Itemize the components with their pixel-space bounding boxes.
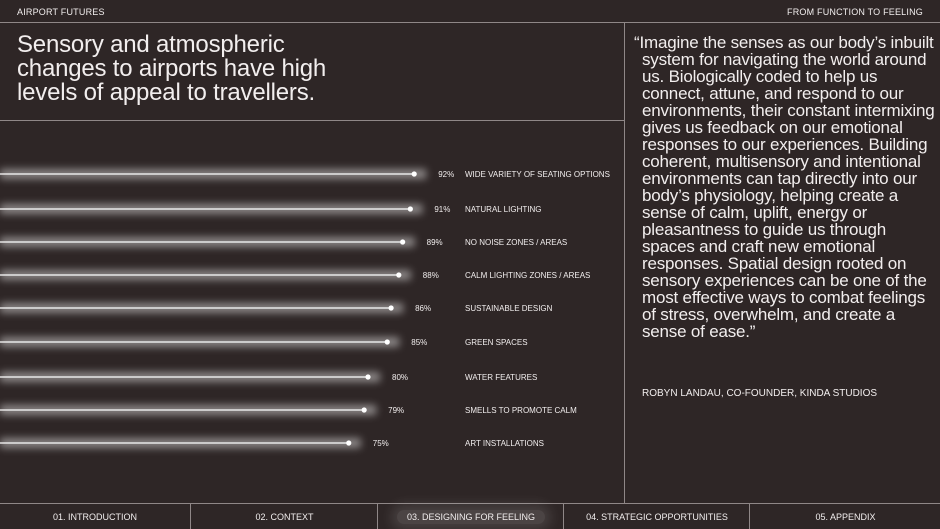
appeal-bar-chart [0,150,624,460]
bar-category-label: WIDE VARIETY OF SEATING OPTIONS [465,170,610,179]
horizontal-divider [0,120,624,121]
quote-text: “Imagine the senses as our body’s inbuilt system for navigating the world around us. Biologically coded to help us connect, attune, and respond to our environments, their constant intermixing gives us feedback on our emotional responses to our experiences. Building coherent, multisensory and intentional environments can tap directly into our body’s physiology, helping create a sense of calm, uplift, energy or pleasantness to guide us through spaces and craft new emotional responses. Spatial design rooted on sensory experiences can be one of the most effective ways to combat feelings of stress, overwhelm, and create a sense of ease.” [634,33,935,341]
bar-category-label: SMELLS TO PROMOTE CALM [465,406,577,415]
nav-item-2[interactable] [190,504,378,529]
nav-item-label: 05. APPENDIX [815,511,876,522]
bar-value-label: 92% [438,170,455,179]
nav-item-label: 02. CONTEXT [255,511,314,522]
nav-item-5[interactable] [749,504,940,529]
bar-category-label: NO NOISE ZONES / AREAS [465,238,568,247]
nav-item-4[interactable] [563,504,750,529]
bar-end-dot [385,339,390,344]
bar-value-label: 91% [434,205,451,214]
section-navigation [0,503,940,529]
bar-category-label: NATURAL LIGHTING [465,205,542,214]
quote-attribution: ROBYN LANDAU, CO-FOUNDER, KINDA STUDIOS [642,388,878,399]
brand-label: AIRPORT FUTURES [17,7,105,17]
page-headline: Sensory and atmospheric changes to airports have high levels of appeal to travellers. [17,31,327,106]
bar-value-label: 85% [411,338,428,347]
bar-end-dot [365,374,370,379]
nav-item-label: 04. STRATEGIC OPPORTUNITIES [586,511,728,522]
bar-category-label: SUSTAINABLE DESIGN [465,304,553,313]
bar-value-label: 88% [422,271,439,280]
bar-end-dot [389,305,394,310]
bar-end-dot [396,272,401,277]
bar-end-dot [346,440,351,445]
top-bar [0,0,940,23]
bar-value-label: 89% [426,238,443,247]
bar-category-label: ART INSTALLATIONS [465,439,544,448]
bar-end-dot [362,407,367,412]
bar-category-label: CALM LIGHTING ZONES / AREAS [465,271,591,280]
nav-item-label: 01. INTRODUCTION [52,511,137,522]
section-label: FROM FUNCTION TO FEELING [787,7,923,17]
bar-end-dot [400,239,405,244]
bar-value-label: 79% [388,406,405,415]
bar-value-label: 86% [415,304,432,313]
bar-end-dot [408,206,413,211]
bar-end-dot [412,171,417,176]
nav-item-3[interactable] [377,504,564,529]
bar-value-label: 80% [392,373,409,382]
vertical-divider [624,22,625,503]
nav-item-1[interactable] [0,504,190,529]
bar-value-label: 75% [372,439,389,448]
bar-category-label: WATER FEATURES [465,373,538,382]
nav-item-label: 03. DESIGNING FOR FEELING [397,510,545,524]
bar-category-label: GREEN SPACES [465,338,528,347]
